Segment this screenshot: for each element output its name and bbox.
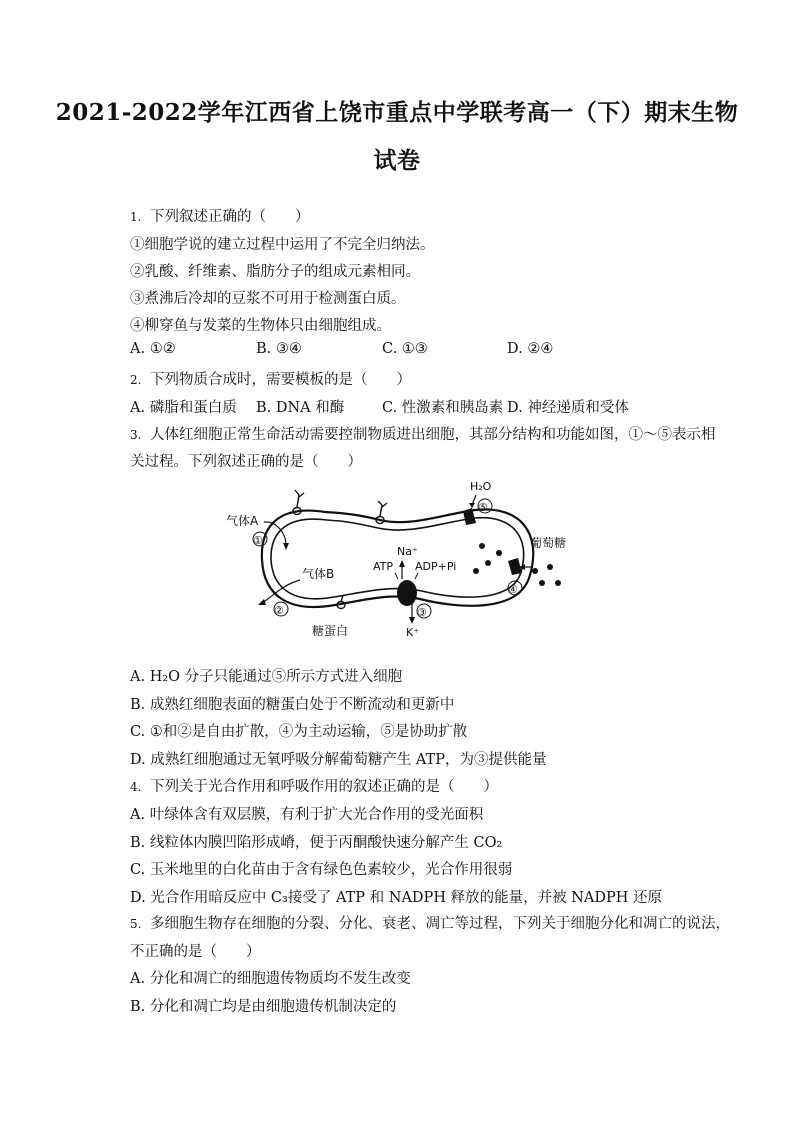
- q3-option-c: C. ①和②是自由扩散，④为主动运输，⑤是协助扩散: [130, 724, 468, 740]
- adp-label: ADP+Pi: [415, 560, 457, 573]
- process-1-label: ①: [253, 534, 263, 547]
- question-stem: 下列关于光合作用和呼吸作用的叙述正确的是（ ）: [150, 779, 498, 795]
- option-d: D. ②④: [507, 341, 554, 357]
- glucose-molecules-outside: [532, 564, 561, 586]
- q4-option-a: A. 叶绿体含有双层膜，有利于扩大光合作用的受光面积: [130, 807, 484, 823]
- question-stem-cont: 关过程。下列叙述正确的是（ ）: [130, 454, 362, 470]
- page-title-cont: 试卷: [373, 147, 421, 174]
- glucose-label: 葡萄糖: [530, 536, 567, 550]
- glucose-molecules-inside: [473, 543, 502, 574]
- h2o-label: H₂O: [470, 480, 492, 493]
- question-number: 2.: [130, 373, 142, 387]
- statement-4: ④柳穿鱼与发菜的生物体只由细胞组成。: [130, 318, 391, 334]
- question-2: [130, 368, 411, 389]
- q5-option-a: A. 分化和凋亡的细胞遗传物质均不发生改变: [130, 971, 411, 987]
- question-4: [130, 775, 498, 796]
- cell-membrane-inner: [271, 518, 524, 599]
- option-a: A. 磷脂和蛋白质: [130, 400, 237, 416]
- question-stem: 下列叙述正确的（ ）: [150, 209, 310, 225]
- option-a: A. ①②: [130, 341, 176, 357]
- option-b: B. ③④: [256, 341, 302, 357]
- process-4-label: ④: [508, 583, 518, 596]
- q4-option-d: D. 光合作用暗反应中 C₃接受了 ATP 和 NADPH 释放的能量，并被 NADPH 还原: [130, 890, 662, 906]
- question-3: [130, 423, 716, 444]
- question-1: [130, 205, 310, 226]
- glucose-carrier: [508, 558, 522, 575]
- q3-option-d: D. 成熟红细胞通过无氧呼吸分解葡萄糖产生 ATP，为③提供能量: [130, 752, 547, 768]
- question-number: 3.: [130, 428, 142, 442]
- q3-option-b: B. 成熟红细胞表面的糖蛋白处于不断流动和更新中: [130, 697, 455, 713]
- cell-transport-figure: [220, 475, 580, 645]
- question-stem: 多细胞生物存在细胞的分裂、分化、衰老、凋亡等过程，下列关于细胞分化和凋亡的说法，: [150, 916, 730, 932]
- glycoprotein-label: 糖蛋白: [312, 624, 349, 638]
- process-5-label: ⑤: [478, 501, 488, 514]
- atp-label: ATP: [373, 560, 394, 573]
- gas-a-arrow: [264, 522, 286, 545]
- process-3-label: ③: [417, 606, 427, 619]
- q4-option-c: C. 玉米地里的白化苗由于含有绿色色素较少，光合作用很弱: [130, 862, 513, 878]
- option-c: C. 性激素和胰岛素: [382, 400, 504, 416]
- question-5: [130, 912, 730, 933]
- statement-2: ②乳酸、纤维素、脂肪分子的组成元素相同。: [130, 264, 420, 280]
- gas-b-label: 气体B: [302, 567, 335, 581]
- question-stem: 人体红细胞正常生命活动需要控制物质进出细胞，其部分结构和功能如图，①～⑤表示相: [150, 427, 716, 443]
- k-label: K⁺: [406, 626, 420, 639]
- process-2-label: ②: [274, 604, 284, 617]
- page-title: 2021-2022学年江西省上饶市重点中学联考高一（下）期末生物: [55, 99, 739, 126]
- option-b: B. DNA 和酶: [256, 400, 345, 416]
- q3-option-a: A. H₂O 分子只能通过⑤所示方式进入细胞: [130, 669, 403, 685]
- question-number: 4.: [130, 780, 142, 794]
- option-c: C. ①③: [382, 341, 428, 357]
- question-number: 1.: [130, 210, 142, 224]
- statement-3: ③煮沸后冷却的豆浆不可用于检测蛋白质。: [130, 291, 406, 307]
- q5-option-b: B. 分化和凋亡均是由细胞遗传机制决定的: [130, 999, 397, 1015]
- option-d: D. 神经递质和受体: [507, 400, 629, 416]
- gas-a-label: 气体A: [226, 514, 259, 528]
- question-number: 5.: [130, 917, 142, 931]
- na-label: Na⁺: [397, 545, 418, 558]
- statement-1: ①细胞学说的建立过程中运用了不完全归纳法。: [130, 237, 435, 253]
- sodium-potassium-pump: [397, 580, 417, 606]
- question-stem: 下列物质合成时，需要模板的是（ ）: [150, 372, 411, 388]
- question-stem-cont: 不正确的是（ ）: [130, 944, 261, 960]
- q4-option-b: B. 线粒体内膜凹陷形成嵴，便于丙酮酸快速分解产生 CO₂: [130, 835, 503, 851]
